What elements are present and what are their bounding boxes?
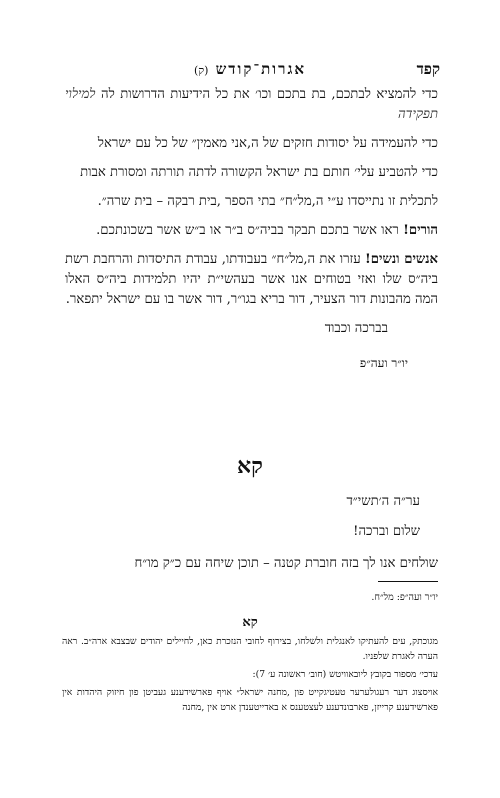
- paragraph-lead: הורים!: [403, 223, 438, 238]
- footnote-line: אויסצוג דער רעגולערער טעטיגקייט פון ,מחנה ישראל״ אויף פארשידענע געביטן פון חיזוק היהדות אין פארשידענע קרייזן, פארבונדענע לעצטענס א באדייטענדן ארט אין ,מחנה: [62, 687, 438, 713]
- page-header: [60, 60, 440, 80]
- footnotes: [62, 634, 438, 718]
- paragraph-continuation: למילוי תפקידה: [65, 87, 438, 122]
- paragraph-text: כדי להטביע עלי׳ חותם בת ישראל הקשורה לדתה תורתה ומסורת אבות: [80, 165, 438, 180]
- running-title: [60, 60, 440, 79]
- paragraph: [65, 250, 438, 310]
- letter-date: ער״ה ה׳תשי״ד: [346, 494, 420, 509]
- footnote-rule: [378, 581, 438, 582]
- closing-line: בברכה וכבוד: [324, 321, 388, 336]
- paragraph: [65, 163, 438, 183]
- paragraph-text: לתכלית זו נתייסדו ע״י ה,מל״ח״ בתי הספר ,בית רבקה – בית שרה״.: [97, 194, 438, 209]
- paragraph: [65, 134, 438, 154]
- letter-number: קא: [237, 453, 263, 479]
- footnotes-number: קא: [242, 615, 258, 630]
- letter-greeting: שלום וברכה!: [353, 524, 420, 539]
- paragraph-text: כדי להעמידה על יסודות חזקים של ה,אני מאמין״ של כל עם ישראל: [97, 136, 438, 151]
- paragraph: [65, 192, 438, 212]
- page-number: קפד: [416, 60, 440, 78]
- paragraph-text: כדי להמציא לבתכם, בת בתכם וכו׳ את כל הידיעות הדרושות לה: [100, 87, 438, 102]
- paragraph-text: עזרו את ה,מל״ח״ בעבודתו, עבודת התיסדות והרחבת רשת ביה״ס שלו ואזי בטוחים אנו אשר בעהשי״ת יהיו תלמידות ביה״ס האלו המה מהבונות דור הצעיר, דור בריא בגו״ר, דור אשר בו עם ישראל יתפאר.: [65, 252, 438, 307]
- letter-body-previous: [65, 85, 438, 373]
- running-title-text: אגרות־קודש: [215, 60, 307, 78]
- footnote-signature: יו״ר ועה״פ: מל״ח.: [371, 592, 438, 603]
- paragraph: [65, 221, 438, 241]
- signature: יו״ר ועה״פ: [359, 356, 408, 370]
- running-title-sub: (ק): [193, 64, 209, 77]
- footnote-line: עדכי׳ מספור בקובץ ליובאוויטש (חוב׳ ראשונה ע׳ 7):: [252, 669, 438, 680]
- paragraph: [65, 85, 438, 125]
- letter-body: [65, 492, 438, 586]
- paragraph-lead: אנשים ונשים!: [365, 252, 438, 267]
- paragraph-text: ראו אשר בתכם תבקר בביה״ס ב״ר או ב״ש אשר בשכונתכם.: [96, 223, 404, 238]
- letter-text: שולחים אנו לך בזה חוברת קטנה – תוכן שיחה עם כ״ק מו״ח: [134, 556, 438, 571]
- footnote-line: מגוכתק, עים להעתיקו לאנגלית ולשלחו, בצירוף לחובי הנזכרת כאן, לחיילים יהודים שבצבא ארה״ב. ראה הערה לאגרת שלפניו.: [62, 636, 438, 662]
